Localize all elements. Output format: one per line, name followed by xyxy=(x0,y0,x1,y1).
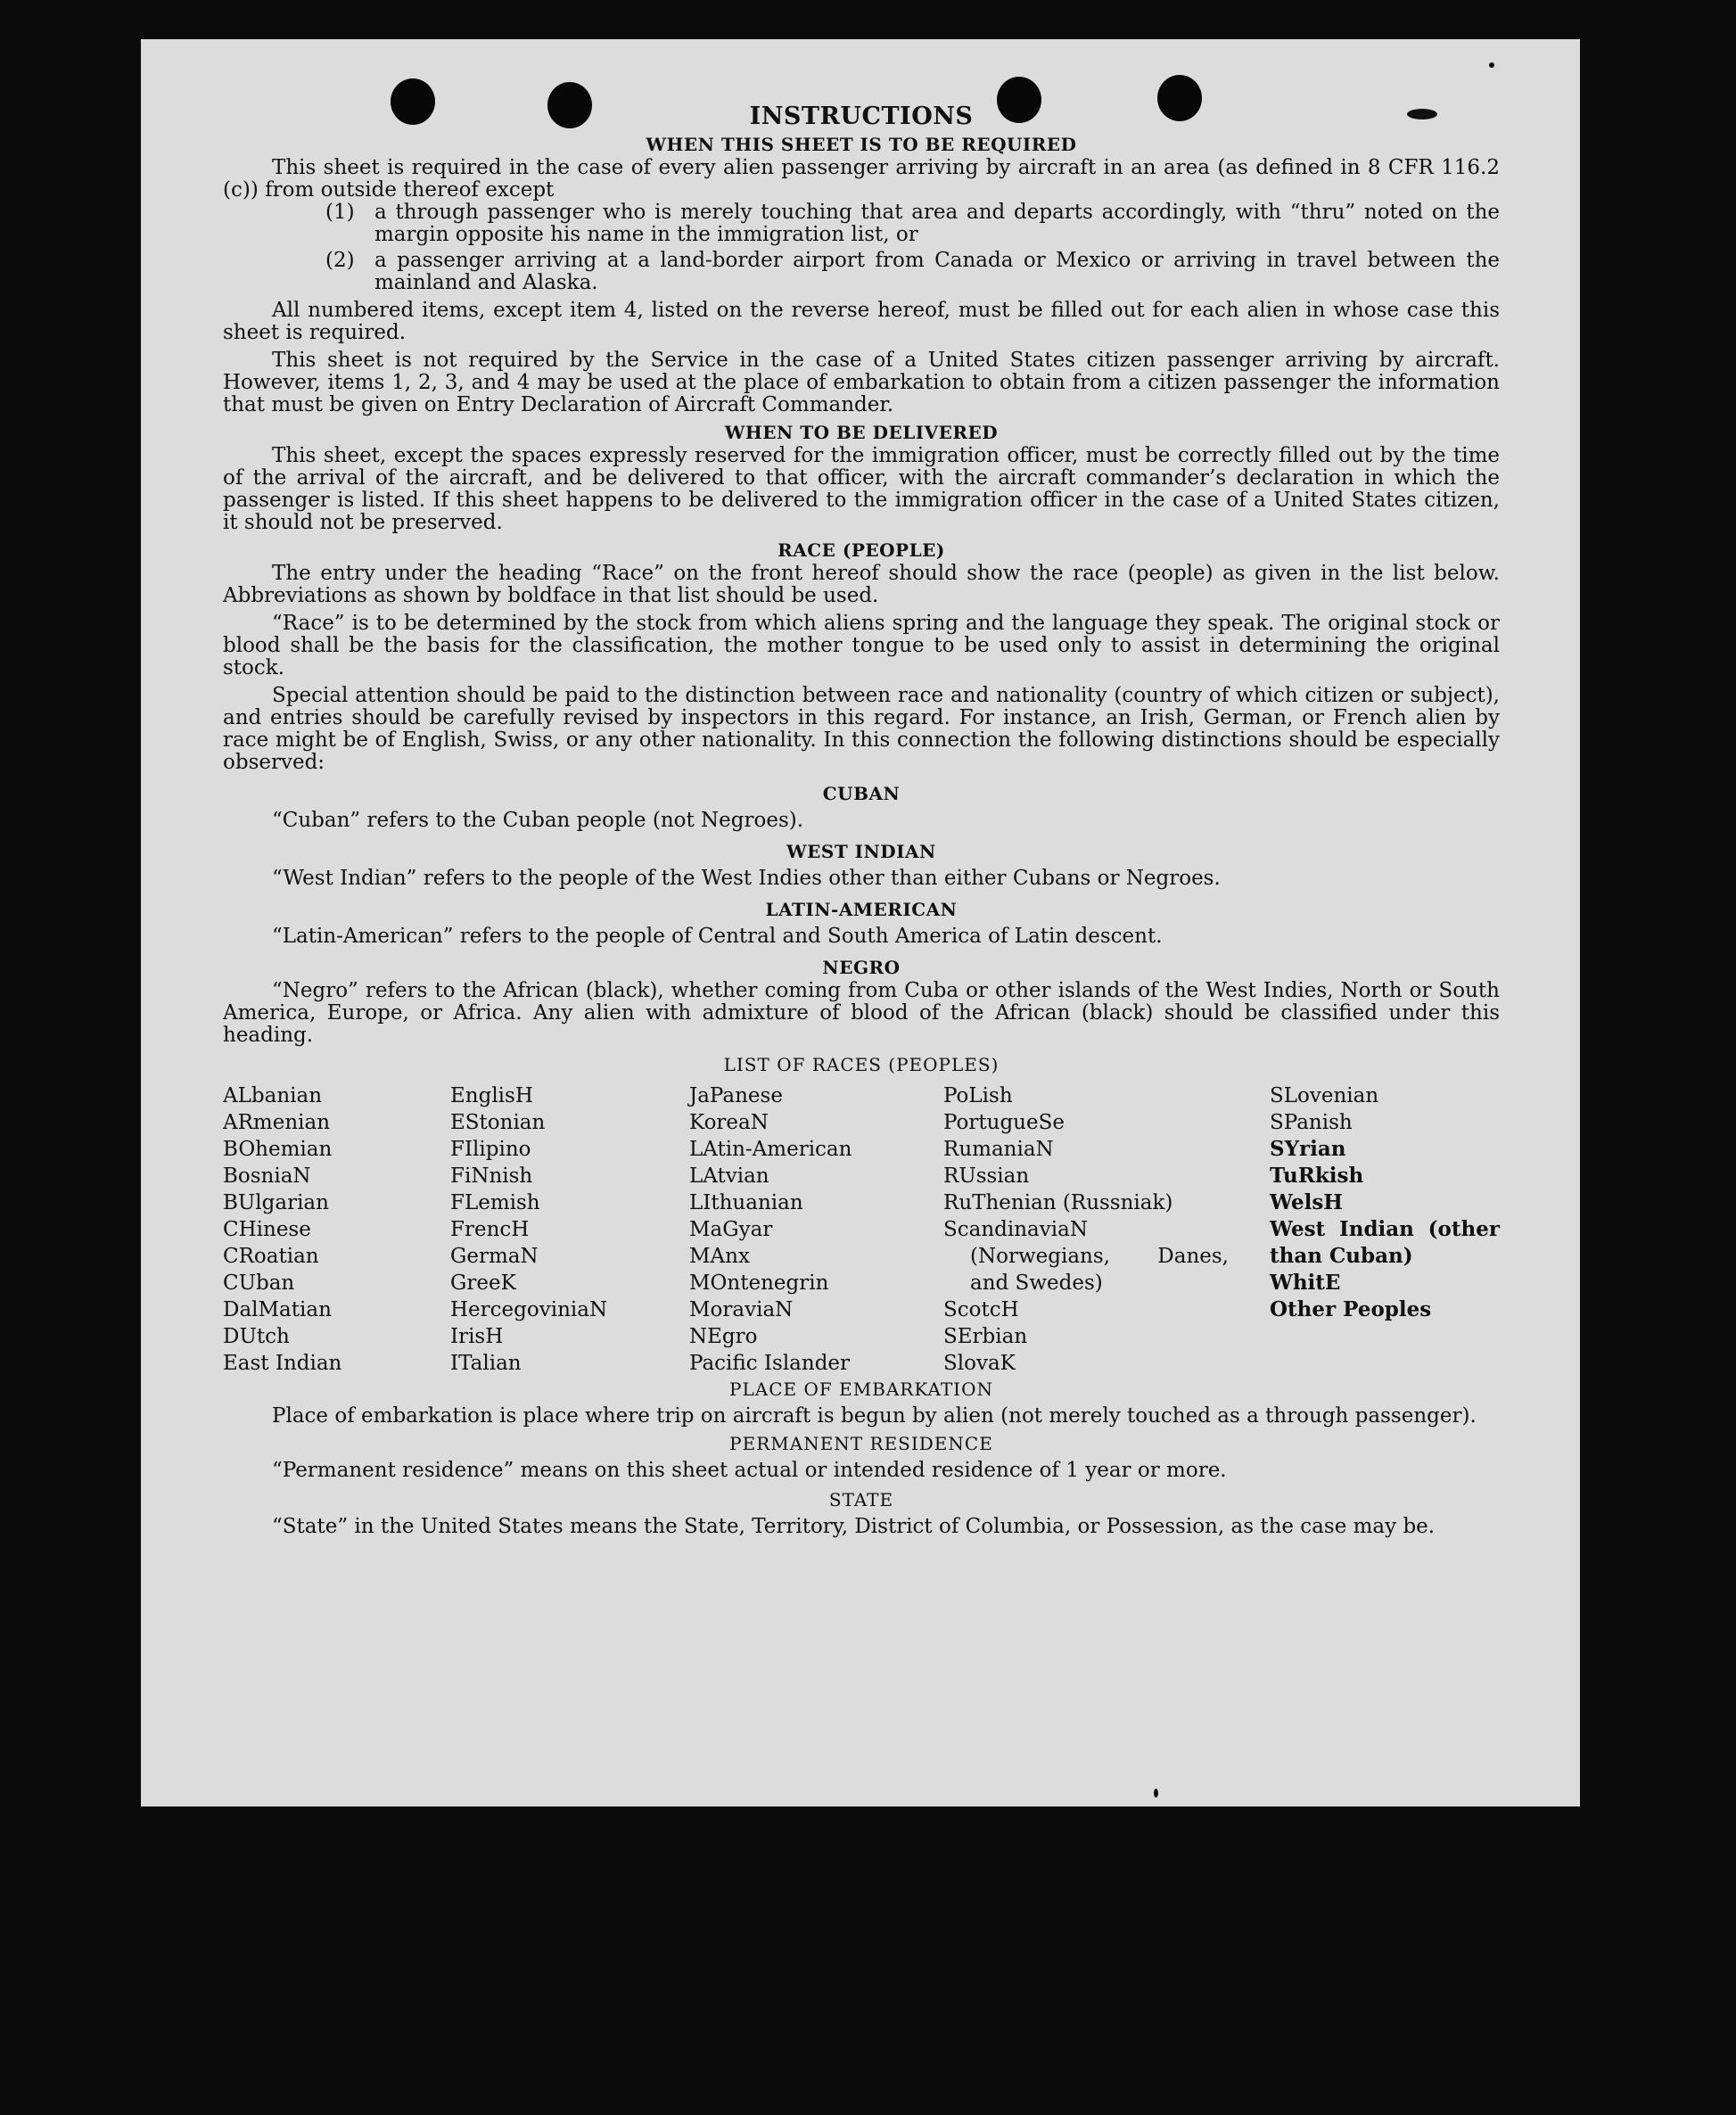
race-item: FrencH xyxy=(450,1218,530,1241)
race-item: RUssian xyxy=(943,1164,1030,1188)
race-item: RuThenian (Russniak) xyxy=(943,1191,1173,1214)
paragraph: “Negro” refers to the African (black), whether coming from Cuba or other islands of the West Indies, North or South America, Europe, or Africa. Any alien with admixture of blood of the African (black) should be classified under this heading. xyxy=(223,979,1500,1047)
race-item: MaGyar xyxy=(689,1218,773,1241)
paragraph: Special attention should be paid to the distinction between race and nationality (country of which citizen or subject), and entries should be carefully revised by inspectors in this regard. For instance, an Irish, German, or French alien by race might be of English, Swiss, or any other nationality. In this connection the following distinctions should be especially observed: xyxy=(223,684,1500,774)
race-item: ScotcH xyxy=(943,1298,1019,1321)
race-item: EnglisH xyxy=(450,1084,533,1107)
race-column xyxy=(1270,1082,1500,1377)
race-item: LAtin-American xyxy=(689,1138,852,1161)
section-heading-delivered: WHEN TO BE DELIVERED xyxy=(724,422,999,443)
ink-speck xyxy=(1489,62,1494,68)
race-item: ScandinaviaN (Norwegians, Danes, and Swedes) xyxy=(943,1218,1229,1295)
section-heading-residence: PERMANENT RESIDENCE xyxy=(729,1433,993,1454)
race-item: GreeK xyxy=(450,1271,516,1295)
list-item xyxy=(325,202,1500,246)
section-heading-negro: NEGRO xyxy=(822,957,901,978)
race-item: LAtvian xyxy=(689,1164,769,1188)
item-text: a through passenger who is merely touching that area and departs accordingly, with “thru” noted on the margin opposite his name in the immigration list, or xyxy=(374,201,1500,246)
race-item: FIlipino xyxy=(450,1138,531,1161)
race-item: HercegoviniaN xyxy=(450,1298,608,1321)
race-item: TuRkish xyxy=(1270,1164,1364,1188)
race-item: East Indian xyxy=(223,1352,342,1375)
document-page xyxy=(141,39,1580,1806)
race-item: FiNnish xyxy=(450,1164,533,1188)
race-item: SLovenian xyxy=(1270,1084,1379,1107)
race-item: CUban xyxy=(223,1271,295,1295)
section-heading-embarkation: PLACE OF EMBARKATION xyxy=(729,1378,993,1400)
race-item: GermaN xyxy=(450,1245,539,1268)
race-item: Other Peoples xyxy=(1270,1297,1432,1321)
race-item: ITalian xyxy=(450,1352,522,1375)
item-number: (2) xyxy=(325,249,355,272)
race-column xyxy=(943,1082,1270,1377)
race-item: KoreaN xyxy=(689,1111,769,1134)
paragraph: “State” in the United States means the State, Territory, District of Columbia, or Possession, as the case may be. xyxy=(272,1515,1436,1538)
section-heading-cuban: CUBAN xyxy=(822,783,901,804)
race-item: EStonian xyxy=(450,1111,546,1134)
race-item: CRoatian xyxy=(223,1245,319,1268)
race-item: ALbanian xyxy=(223,1084,323,1107)
section-heading-required: WHEN THIS SHEET IS TO BE REQUIRED xyxy=(646,134,1077,155)
race-item: Pacific Islander xyxy=(689,1352,851,1375)
ink-speck xyxy=(1154,1789,1158,1798)
section-heading-list-of-races: LIST OF RACES (PEOPLES) xyxy=(723,1054,1000,1075)
paragraph: All numbered items, except item 4, listed on the reverse hereof, must be filled out for each alien in whose case this sheet is required. xyxy=(223,299,1500,344)
race-item: SYrian xyxy=(1270,1137,1346,1161)
race-item: LIthuanian xyxy=(689,1191,803,1214)
race-column xyxy=(450,1082,689,1377)
race-item: MoraviaN xyxy=(689,1298,794,1321)
race-item: DUtch xyxy=(223,1325,290,1348)
race-item: SPanish xyxy=(1270,1111,1353,1134)
race-item: RumaniaN xyxy=(943,1138,1054,1161)
instructions-text xyxy=(223,102,1500,1538)
race-item: WelsH xyxy=(1270,1190,1344,1214)
paragraph: This sheet, except the spaces expressly reserved for the immigration officer, must be correctly filled out by the time of the arrival of the aircraft, and be delivered to that officer, with the aircraft commander’s declaration in which the passenger is listed. If this sheet happens to be delivered to the immigration officer in the case of a United States citizen, it should not be preserved. xyxy=(223,444,1500,534)
paragraph: The entry under the heading “Race” on the front hereof should show the race (people) as given in the list below. Abbreviations as shown by boldface in that list should be used. xyxy=(223,562,1500,607)
race-item: BUlgarian xyxy=(223,1191,329,1214)
race-item: NEgro xyxy=(689,1325,758,1348)
paragraph: “West Indian” refers to the people of the West Indies other than either Cubans or Negroes. xyxy=(272,867,1221,890)
race-item: JaPanese xyxy=(689,1084,783,1107)
race-item: MOntenegrin xyxy=(689,1271,829,1295)
race-column xyxy=(689,1082,943,1377)
section-heading-race: RACE (PEOPLE) xyxy=(777,539,945,561)
race-list xyxy=(223,1082,1500,1377)
race-item: SErbian xyxy=(943,1325,1028,1348)
race-item: SlovaK xyxy=(943,1352,1016,1375)
paragraph: This sheet is not required by the Service in the case of a United States citizen passenger arriving by aircraft. However, items 1, 2, 3, and 4 may be used at the place of embarkation to obtain from a citizen passenger the information that must be given on Entry Declaration of Aircraft Commander. xyxy=(223,349,1500,416)
item-text: a passenger arriving at a land-border airport from Canada or Mexico or arriving in travel between the mainland and Alaska. xyxy=(374,249,1500,294)
paragraph: “Latin-American” refers to the people of Central and South America of Latin descent. xyxy=(272,925,1163,948)
paragraph: “Permanent residence” means on this sheet actual or intended residence of 1 year or more. xyxy=(272,1459,1227,1482)
paragraph: Place of embarkation is place where trip on aircraft is begun by alien (not merely touched as a through passenger). xyxy=(272,1404,1477,1428)
race-column xyxy=(223,1082,450,1377)
paragraph: “Cuban” refers to the Cuban people (not Negroes). xyxy=(272,809,804,832)
race-item: IrisH xyxy=(450,1325,504,1348)
race-item: PortugueSe xyxy=(943,1111,1065,1134)
race-item: MAnx xyxy=(689,1245,750,1268)
page-title: INSTRUCTIONS xyxy=(749,103,974,130)
race-item: DalMatian xyxy=(223,1298,332,1321)
race-item: BOhemian xyxy=(223,1138,333,1161)
section-heading-state: STATE xyxy=(828,1489,894,1510)
race-item: ARmenian xyxy=(223,1111,331,1134)
list-item xyxy=(325,250,1500,294)
race-item: BosniaN xyxy=(223,1164,311,1188)
section-heading-latin-american: LATIN-AMERICAN xyxy=(765,899,958,920)
race-item: CHinese xyxy=(223,1218,311,1241)
paragraph: “Race” is to be determined by the stock from which aliens spring and the language they speak. The original stock or blood shall be the basis for the classification, the mother tongue to be used only to assist in determining the original stock. xyxy=(223,612,1500,679)
race-item: PoLish xyxy=(943,1084,1013,1107)
race-item: West Indian (other than Cuban) xyxy=(1270,1217,1500,1268)
race-item: FLemish xyxy=(450,1191,540,1214)
paragraph: This sheet is required in the case of every alien passenger arriving by aircraft in an area (as defined in 8 CFR 116.2 (c)) from outside thereof except xyxy=(223,156,1500,202)
section-heading-west-indian: WEST INDIAN xyxy=(786,841,936,862)
item-number: (1) xyxy=(325,201,355,224)
race-item: WhitE xyxy=(1270,1271,1341,1295)
